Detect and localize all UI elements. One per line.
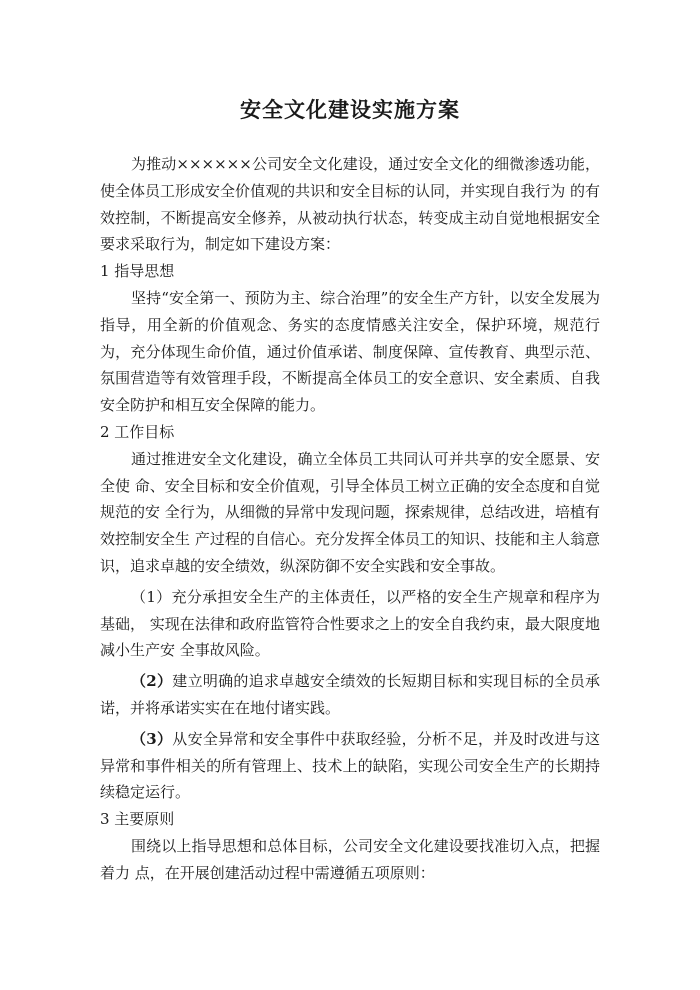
goal-item <box>100 726 600 806</box>
section-paragraph-guiding-ideology: 坚持“安全第一、预防为主、综合治理”的安全生产方针，以安全发展为指导，用全新的价值观念、务实的态度情感关注安全，保护环境，规范行为，充分体现生命价值，通过价值承诺、制度保障、宣传教育、典型示范、氛围营造等有效管理手段，不断提高全体员工的安全意识、安全素质、自我安全防护和相互安全保障的能力。 <box>100 288 600 415</box>
intro-paragraph: 为推动××××××公司安全文化建设，通过安全文化的细微渗透功能，使全体员工形成安全价值观的共识和安全目标的认同，并实现自我行为 的有效控制，不断提高安全修养，从被动执行状态，转变成主动自觉地根据安全 要求采取行为，制定如下建设方案： <box>100 155 600 254</box>
goal-item <box>100 668 600 722</box>
section-heading-work-goals: 2 工作目标 <box>100 422 175 441</box>
goal-item <box>100 584 600 664</box>
section-heading-guiding-ideology: 1 指导思想 <box>100 262 175 281</box>
document-title: 安全文化建设实施方案 <box>240 98 460 122</box>
goal-item-text: 从安全异常和安全事件中获取经验，分析不足，并及时改进与这异常和事件相关的所有管理上、技术上的缺陷，实现公司安全生产的长期持续稳定运行。 <box>100 729 600 802</box>
document-body <box>100 151 600 887</box>
goal-item-text: 建立明确的追求卓越安全绩效的长短期目标和实现目标的全员承诺，并将承诺实实在在地付诸实践。 <box>100 672 600 717</box>
section-heading-main-principles: 3 主要原则 <box>100 810 175 829</box>
section-paragraph-work-goals: 通过推进安全文化建设，确立全体员工共同认可并共享的安全愿景、安全使 命、安全目标和安全价值观，引导全体员工树立正确的安全态度和自觉规范的安 全行为，从细微的异常中发现问题，探索规律，总结改进，培植有效控制安全生 产过程的自信心。充分发挥全体员工的知识、技能和主人翁意识，追求卓越的安全绩效，纵深防御不安全实践和安全事故。 <box>100 449 600 575</box>
goal-item-text: 充分承担安全生产的主体责任，以严格的安全生产规章和程序为基础， 实现在法律和政府监管符合性要求之上的安全自我约束，最大限度地减小生产安 全事故风险。 <box>100 587 600 660</box>
goal-item-number: （1） <box>131 587 172 606</box>
goal-item-number: （2） <box>131 672 173 691</box>
section-paragraph-main-principles: 围绕以上指导思想和总体目标，公司安全文化建设要找准切入点，把握着力 点，在开展创建活动过程中需遵循五项原则： <box>100 836 600 882</box>
goal-item-number: （3） <box>131 729 173 748</box>
